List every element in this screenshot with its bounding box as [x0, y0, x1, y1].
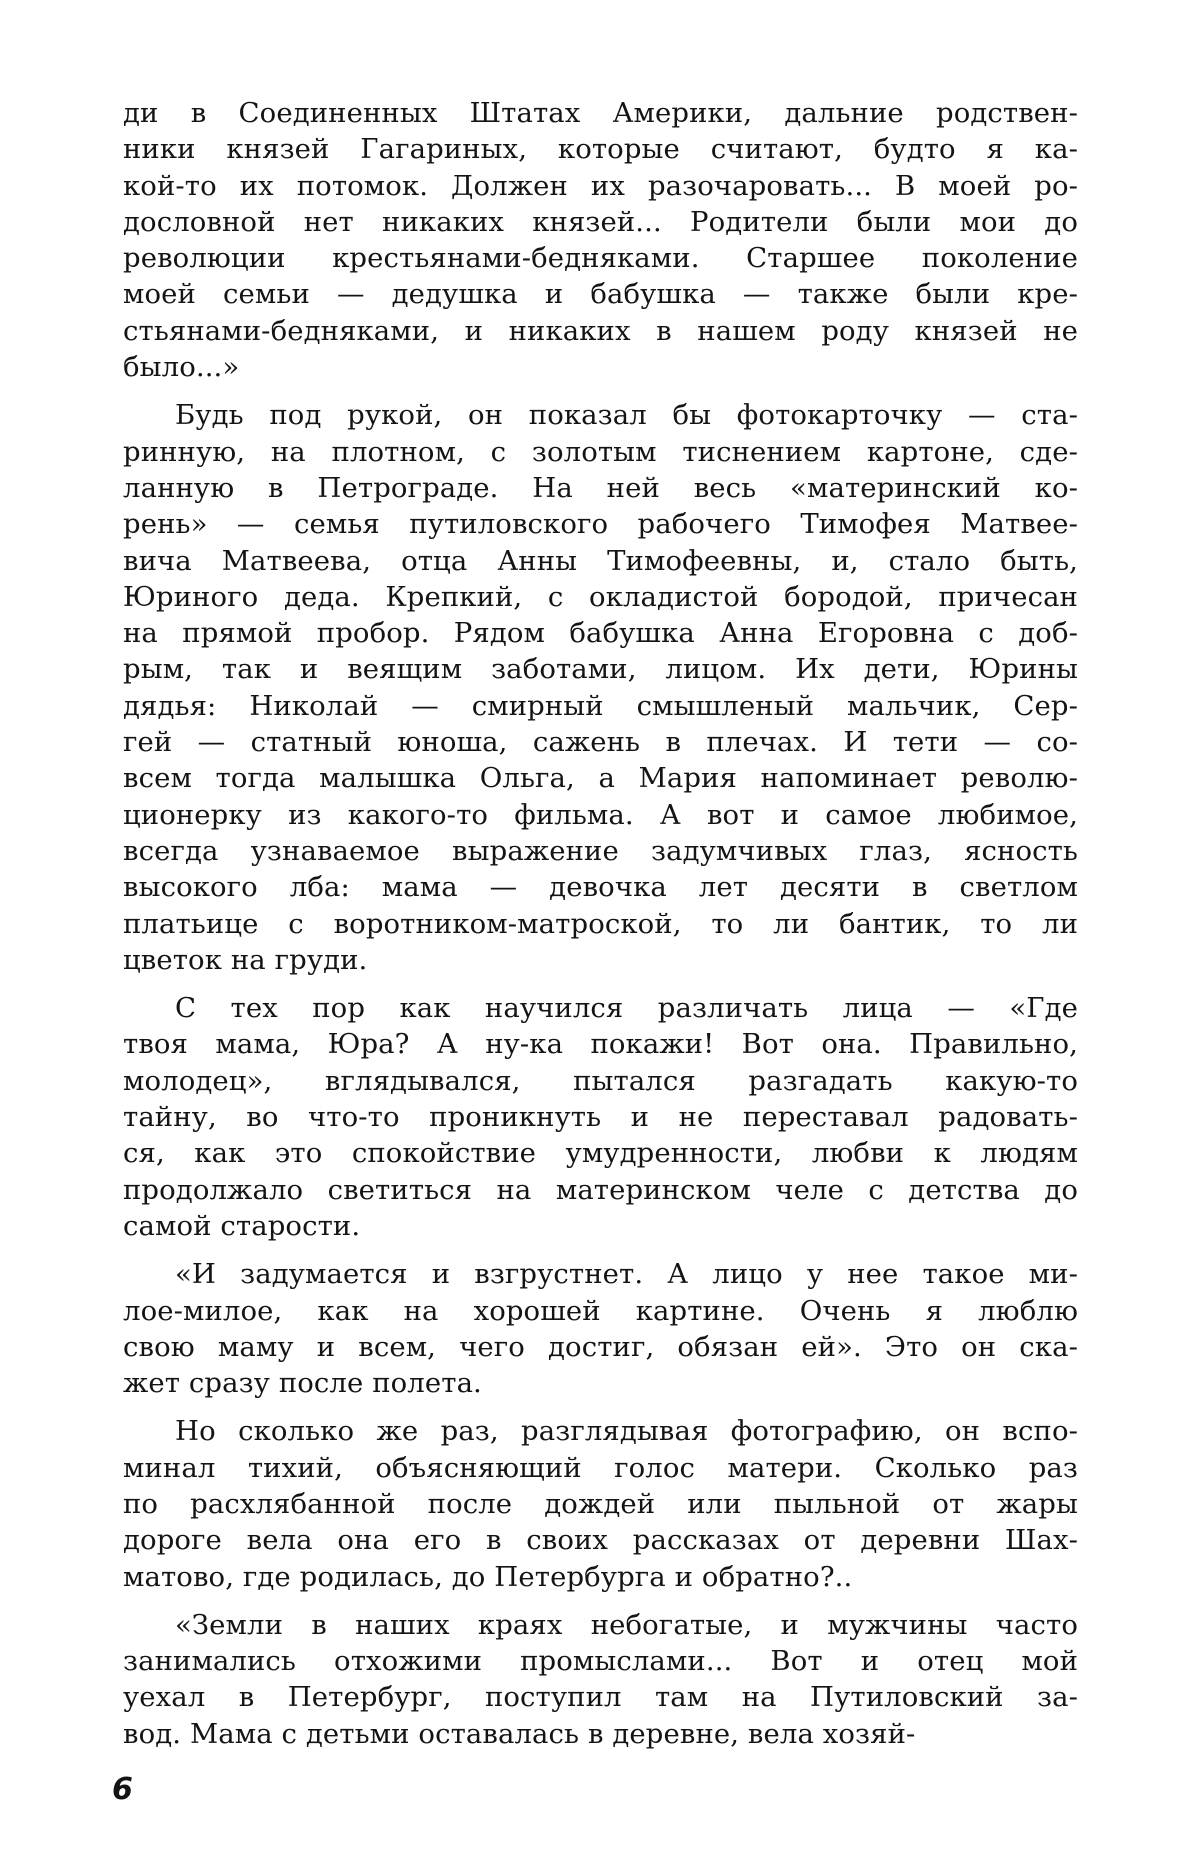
- text-line: «И задумается и взгрустнет. А лицо у нее такое ми-: [123, 1256, 1078, 1292]
- text-line: по расхлябанной после дождей или пыльной от жары: [123, 1486, 1078, 1522]
- text-line: рень» — семья путиловского рабочего Тимофея Матвее-: [123, 506, 1078, 542]
- text-line: дядья: Николай — смирный смышленый мальчик, Сер-: [123, 688, 1078, 724]
- text-line: всем тогда малышка Ольга, а Мария напоминает револю-: [123, 760, 1078, 796]
- text-line: Будь под рукой, он показал бы фотокарточку — ста-: [123, 397, 1078, 433]
- text-line: кой-то их потомок. Должен их разочаровать... В моей ро-: [123, 168, 1078, 204]
- text-line: на прямой пробор. Рядом бабушка Анна Егоровна с доб-: [123, 615, 1078, 651]
- text-line: уехал в Петербург, поступил там на Путиловский за-: [123, 1679, 1078, 1715]
- text-line: высокого лба: мама — девочка лет десяти в светлом: [123, 869, 1078, 905]
- paragraph: [123, 397, 1078, 978]
- page-number: 6: [112, 1772, 133, 1808]
- text-line: минал тихий, объясняющий голос матери. Сколько раз: [123, 1450, 1078, 1486]
- text-line: моей семьи — дедушка и бабушка — также были кре-: [123, 276, 1078, 312]
- text-column: [123, 95, 1078, 1764]
- text-line: свою маму и всем, чего достиг, обязан ей». Это он ска-: [123, 1329, 1078, 1365]
- text-line: рым, так и веящим заботами, лицом. Их дети, Юрины: [123, 651, 1078, 687]
- text-line: «Земли в наших краях небогатые, и мужчины часто: [123, 1607, 1078, 1643]
- text-line: гей — статный юноша, сажень в плечах. И тети — со-: [123, 724, 1078, 760]
- text-line: было...»: [123, 349, 1078, 385]
- paragraph: [123, 1607, 1078, 1752]
- text-line: лое-милое, как на хорошей картине. Очень я люблю: [123, 1293, 1078, 1329]
- text-line: ционерку из какого-то фильма. А вот и самое любимое,: [123, 797, 1078, 833]
- text-line: С тех пор как научился различать лица — «Где: [123, 990, 1078, 1026]
- text-line: твоя мама, Юра? А ну-ка покажи! Вот она. Правильно,: [123, 1026, 1078, 1062]
- text-line: дословной нет никаких князей... Родители были мои до: [123, 204, 1078, 240]
- text-line: платьице с воротником-матроской, то ли бантик, то ли: [123, 906, 1078, 942]
- text-line: молодец», вглядывался, пытался разгадать какую-то: [123, 1063, 1078, 1099]
- text-line: Юриного деда. Крепкий, с окладистой бородой, причесан: [123, 579, 1078, 615]
- text-line: ди в Соединенных Штатах Америки, дальние родствен-: [123, 95, 1078, 131]
- text-line: цветок на груди.: [123, 942, 1078, 978]
- paragraph: [123, 990, 1078, 1244]
- text-line: ланную в Петрограде. На ней весь «материнский ко-: [123, 470, 1078, 506]
- text-line: продолжало светиться на материнском челе с детства до: [123, 1172, 1078, 1208]
- text-line: ринную, на плотном, с золотым тиснением картоне, сде-: [123, 434, 1078, 470]
- text-line: самой старости.: [123, 1208, 1078, 1244]
- paragraph: [123, 1256, 1078, 1401]
- text-line: революции крестьянами-бедняками. Старшее поколение: [123, 240, 1078, 276]
- text-line: жет сразу после полета.: [123, 1365, 1078, 1401]
- text-line: вича Матвеева, отца Анны Тимофеевны, и, стало быть,: [123, 543, 1078, 579]
- text-line: ники князей Гагариных, которые считают, будто я ка-: [123, 131, 1078, 167]
- text-line: стьянами-бедняками, и никаких в нашем роду князей не: [123, 313, 1078, 349]
- text-line: вод. Мама с детьми оставалась в деревне, вела хозяй-: [123, 1716, 1078, 1752]
- paragraph: [123, 1413, 1078, 1594]
- text-line: ся, как это спокойствие умудренности, любви к людям: [123, 1135, 1078, 1171]
- text-line: дороге вела она его в своих рассказах от деревни Шах-: [123, 1522, 1078, 1558]
- book-page: [0, 0, 1200, 1865]
- paragraph: [123, 95, 1078, 385]
- text-line: Но сколько же раз, разглядывая фотографию, он вспо-: [123, 1413, 1078, 1449]
- text-line: тайну, во что-то проникнуть и не переставал радовать-: [123, 1099, 1078, 1135]
- text-line: матово, где родилась, до Петербурга и обратно?..: [123, 1559, 1078, 1595]
- text-line: всегда узнаваемое выражение задумчивых глаз, ясность: [123, 833, 1078, 869]
- text-line: занимались отхожими промыслами... Вот и отец мой: [123, 1643, 1078, 1679]
